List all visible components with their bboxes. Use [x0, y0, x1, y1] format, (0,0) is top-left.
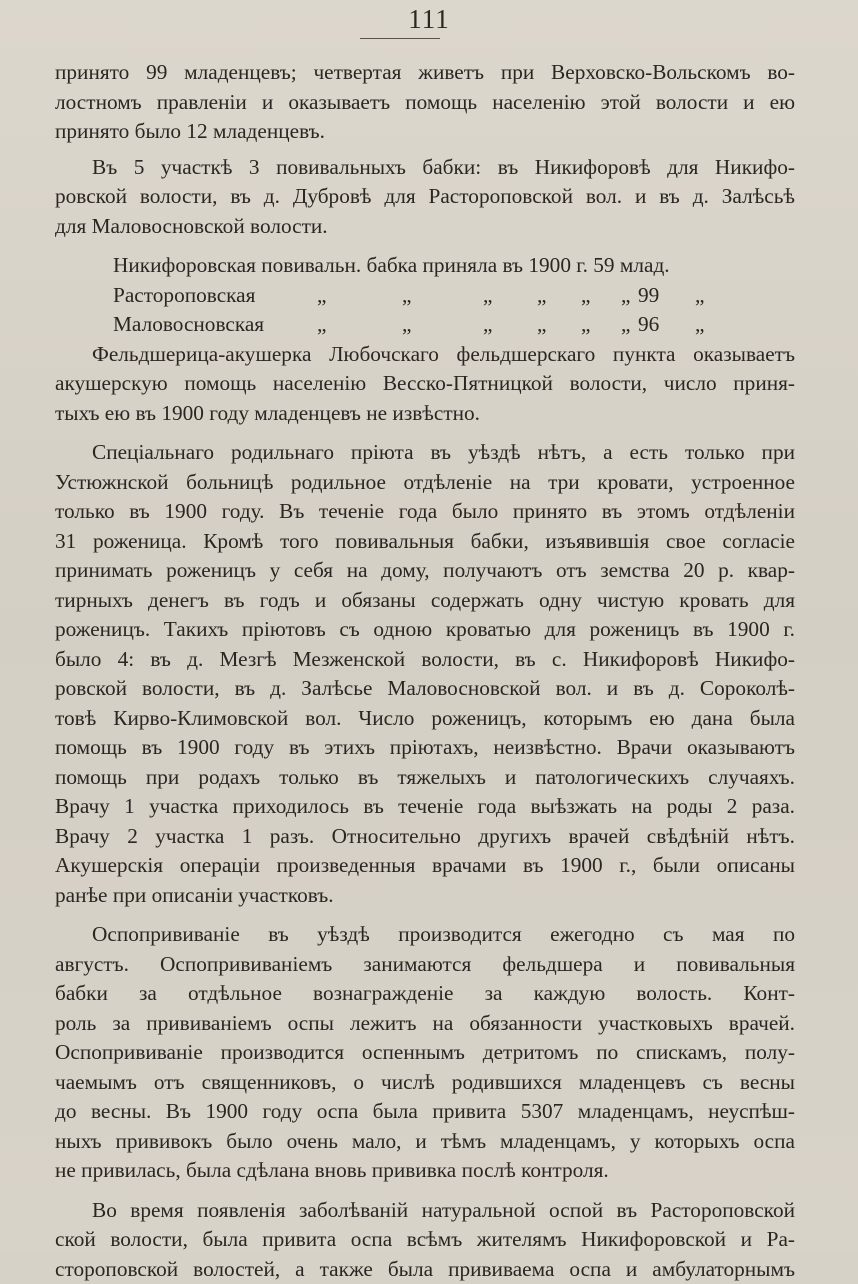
ditto-mark: „ [537, 310, 546, 340]
text-line: августъ. Оспопрививаніемъ занимаются фельдшера и повивальныя [55, 950, 795, 980]
ditto-mark: „ [695, 310, 704, 340]
text-line: Въ 5 участкѣ 3 повивальныхъ бабки: въ Никифоровѣ для Никифо- [55, 153, 795, 183]
ditto-mark: „ [621, 281, 630, 311]
text-line: тыхъ ею въ 1900 году младенцевъ не извѣстно. [55, 399, 795, 429]
text-line: тирныхъ денегъ въ годъ и обязаны содержать одну чистую кровать для [55, 586, 795, 616]
text-line: не привилась, была сдѣлана вновь прививка послѣ контроля. [55, 1156, 795, 1186]
ditto-mark: „ [402, 281, 411, 311]
text-line: товѣ Кирво-Климовской вол. Число роженицъ, которымъ ею дана была [55, 704, 795, 734]
text-line: ранѣе при описаніи участковъ. [55, 881, 795, 911]
text-line: ровской волости, въ д. Залѣсье Маловосновской вол. и въ д. Сороколѣ- [55, 674, 795, 704]
ditto-mark: „ [483, 310, 492, 340]
paragraph-5 [55, 920, 795, 1186]
paragraph-6 [55, 1196, 795, 1284]
text-line: роль за прививаніемъ оспы лежитъ на обязанности участковыхъ врачей. [55, 1009, 795, 1039]
ditto-mark: „ [317, 281, 326, 311]
page-number: 111 [0, 4, 858, 35]
ditto-mark: „ [317, 310, 326, 340]
body-text [55, 58, 795, 1284]
ditto-mark: „ [581, 281, 590, 311]
text-line: принято было 12 младенцевъ. [55, 117, 795, 147]
text-line: Акушерскія операціи произведенныя врачами въ 1900 г., были описаны [55, 851, 795, 881]
stat-row [55, 281, 795, 311]
stat-row [55, 251, 795, 281]
ditto-mark: „ [621, 310, 630, 340]
text-line: Врачу 1 участка приходилось въ теченіе года выѣзжать на роды 2 раза. [55, 792, 795, 822]
stat-value: 96 [638, 310, 659, 340]
text-line: Устюжнской больницѣ родильное отдѣленіе на три кровати, устроенное [55, 468, 795, 498]
text-line: до весны. Въ 1900 году оспа была привита 5307 младенцамъ, неуспѣш- [55, 1097, 795, 1127]
text-line: принято 99 младенцевъ; четвертая живетъ при Верховско-Вольскомъ во- [55, 58, 795, 88]
text-line: 31 роженица. Кромѣ того повивальныя бабки, изъявившія свое согласіе [55, 527, 795, 557]
text-line: помощь при родахъ только въ тяжелыхъ и патологическихъ случаяхъ. [55, 763, 795, 793]
paragraph-2 [55, 153, 795, 242]
ditto-mark: „ [402, 310, 411, 340]
text-line: помощь въ 1900 году въ этихъ пріютахъ, неизвѣстно. Врачи оказываютъ [55, 733, 795, 763]
text-line: бабки за отдѣльное вознагражденіе за каждую волость. Конт- [55, 979, 795, 1009]
text-line: ныхъ прививокъ было очень мало, и тѣмъ младенцамъ, у которыхъ оспа [55, 1127, 795, 1157]
stat-value: 99 [638, 281, 659, 311]
midwife-statistics [55, 251, 795, 340]
text-line: Во время появленія заболѣваній натуральной оспой въ Растороповской [55, 1196, 795, 1226]
ditto-mark: „ [581, 310, 590, 340]
paragraph-4 [55, 438, 795, 910]
text-line: принимать роженицъ у себя на дому, получаютъ отъ земства 20 р. квар- [55, 556, 795, 586]
text-line: стороповской волостей, а также была прививаема оспа и амбулаторнымъ [55, 1255, 795, 1284]
text-line: Спеціальнаго родильнаго пріюта въ уѣздѣ нѣтъ, а есть только при [55, 438, 795, 468]
header-rule [360, 38, 440, 39]
text-line: ровской волости, въ д. Дубровѣ для Растороповской вол. и въ д. Залѣсьѣ [55, 182, 795, 212]
text-line: Оспопрививаніе въ уѣздѣ производится ежегодно съ мая по [55, 920, 795, 950]
text-line: было 4: въ д. Мезгѣ Мезженской волости, въ с. Никифоровѣ Никифо- [55, 645, 795, 675]
paragraph-1 [55, 58, 795, 147]
stat-row [55, 310, 795, 340]
stat-name: Маловосновская [113, 310, 264, 340]
stat-row-text: Никифоровская повивальн. бабка приняла въ 1900 г. 59 млад. [113, 251, 670, 281]
text-line: акушерскую помощь населенію Весско-Пятницкой волости, число приня- [55, 369, 795, 399]
ditto-mark: „ [695, 281, 704, 311]
text-line: лостномъ правленіи и оказываетъ помощь населенію этой волости и ею [55, 88, 795, 118]
text-line: Фельдшерица-акушерка Любочскаго фельдшерскаго пункта оказываетъ [55, 340, 795, 370]
ditto-mark: „ [483, 281, 492, 311]
text-line: только въ 1900 году. Въ теченіе года было принято въ этомъ отдѣленіи [55, 497, 795, 527]
ditto-mark: „ [537, 281, 546, 311]
text-line: Врачу 2 участка 1 разъ. Относительно другихъ врачей свѣдѣній нѣтъ. [55, 822, 795, 852]
text-line: Оспопрививаніе производится оспеннымъ детритомъ по спискамъ, полу- [55, 1038, 795, 1068]
stat-name: Растороповская [113, 281, 255, 311]
text-line: чаемымъ отъ священниковъ, о числѣ родившихся младенцевъ съ весны [55, 1068, 795, 1098]
text-line: роженицъ. Такихъ пріютовъ съ одною кроватью для роженицъ въ 1900 г. [55, 615, 795, 645]
text-line: для Маловосновской волости. [55, 212, 795, 242]
paragraph-3 [55, 340, 795, 429]
text-line: ской волости, была привита оспа всѣмъ жителямъ Никифоровской и Ра- [55, 1225, 795, 1255]
